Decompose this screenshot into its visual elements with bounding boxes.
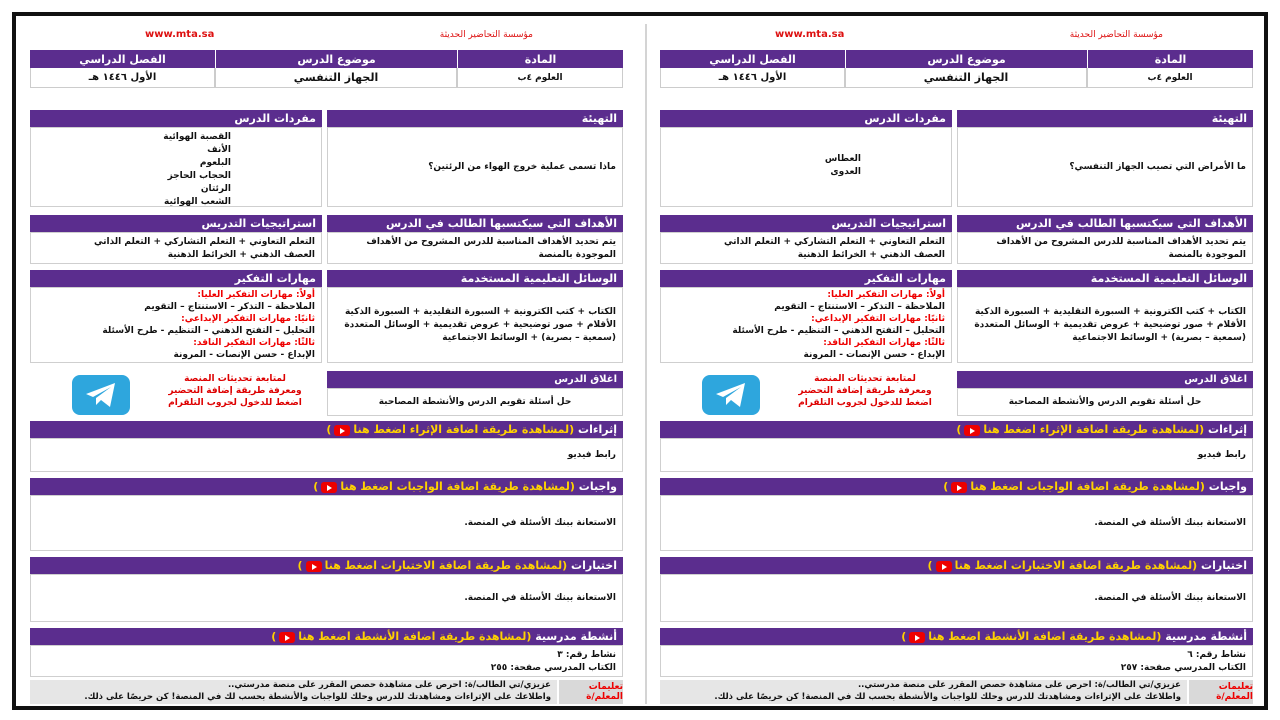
objectives-box bbox=[327, 232, 623, 264]
tools-box bbox=[957, 287, 1253, 363]
lesson-page-2 bbox=[30, 24, 623, 704]
tests-title-bar[interactable] bbox=[660, 557, 1253, 574]
promo-line-2: ومعرفة طريقة إضافة التحضير bbox=[168, 386, 302, 396]
activities-box bbox=[30, 645, 623, 677]
page-header bbox=[660, 24, 1253, 48]
instructions-box bbox=[30, 680, 557, 704]
vocab-title: مفردات الدرس bbox=[30, 110, 322, 127]
vocab-item: الحجاب الحاجز bbox=[167, 171, 231, 181]
vocab-box bbox=[660, 127, 952, 207]
enrich-title-bar[interactable] bbox=[660, 421, 1253, 438]
lesson-page-1 bbox=[660, 24, 1253, 704]
homework-title: واجبات bbox=[1208, 480, 1247, 493]
vocab-item: القصبة الهوائية bbox=[163, 132, 231, 142]
instructions-box bbox=[660, 680, 1187, 704]
enrich-hint-close: ) bbox=[326, 423, 332, 436]
youtube-icon[interactable] bbox=[321, 482, 337, 493]
instructions-line-1: عزيزي/تي الطالب/ة: احرص على مشاهدة حصص المقرر على منصة مدرستي.. bbox=[857, 680, 1181, 690]
vocab-box bbox=[30, 127, 322, 207]
activity-number: نشاط رقم: ٣ bbox=[557, 650, 616, 660]
thinking-title: مهارات التفكير bbox=[660, 270, 952, 287]
warmup-box bbox=[327, 127, 623, 207]
enrich-title-bar[interactable] bbox=[30, 421, 623, 438]
activity-book-page: الكتاب المدرسي صفحة: ٢٥٧ bbox=[1120, 663, 1246, 673]
tests-title: اختبارات bbox=[571, 559, 617, 572]
warmup-box bbox=[957, 127, 1253, 207]
activities-hint-close: ) bbox=[271, 630, 277, 643]
institution-name: مؤسسة التحاضير الحديثة bbox=[1069, 30, 1163, 40]
telegram-icon[interactable] bbox=[72, 375, 130, 415]
term-value: الأول ١٤٤٦ هـ bbox=[660, 68, 845, 88]
activities-hint[interactable]: (لمشاهدة طريقة اضافة الأنشطة اضغط هنا bbox=[298, 630, 532, 643]
strategies-title: استراتيجيات التدريس bbox=[660, 215, 952, 232]
objectives-title: الأهداف التي سيكتسبها الطالب في الدرس bbox=[327, 215, 623, 232]
thinking-text-3: الإبداع - حسن الإنصات - المرونة bbox=[173, 350, 315, 360]
youtube-icon[interactable] bbox=[334, 425, 350, 436]
homework-title-bar[interactable] bbox=[660, 478, 1253, 495]
thinking-heading-1: أولاً: مهارات التفكير العليا: bbox=[827, 290, 945, 300]
enrich-hint[interactable]: (لمشاهدة طريقة اضافة الإثراء اضغط هنا bbox=[353, 423, 575, 436]
instructions-line-1: عزيزي/تي الطالب/ة: احرص على مشاهدة حصص المقرر على منصة مدرستي.. bbox=[227, 680, 551, 690]
tests-hint-close: ) bbox=[297, 559, 303, 572]
vocab-item: الرئتان bbox=[200, 184, 231, 194]
warmup-title: التهيئة bbox=[957, 110, 1253, 127]
tools-text: الكتاب + كتب الكترونية + السبورة التقليدية + السبورة الذكية الأقلام + صور توضيحية + عروض تقديمية + الوسائل المتعددة (سمعية – بصرية) + الوسائط الاجتماعية bbox=[974, 306, 1246, 343]
lesson-info-table bbox=[30, 50, 623, 86]
activities-box bbox=[660, 645, 1253, 677]
tools-text: الكتاب + كتب الكترونية + السبورة التقليدية + السبورة الذكية الأقلام + صور توضيحية + عروض تقديمية + الوسائل المتعددة (سمعية – بصرية) + الوسائط الاجتماعية bbox=[344, 306, 616, 343]
thinking-text-2: التحليل – التفتح الذهني – التنظيم - طرح الأسئلة bbox=[102, 326, 315, 336]
homework-title: واجبات bbox=[578, 480, 617, 493]
activities-hint[interactable]: (لمشاهدة طريقة اضافة الأنشطة اضغط هنا bbox=[928, 630, 1162, 643]
objectives-text: يتم تحديد الأهداف المناسبة للدرس المشروح من الأهداف الموجودة بالمنصة bbox=[366, 237, 616, 260]
tools-title: الوسائل التعليمية المستخدمة bbox=[957, 270, 1253, 287]
closing-title: اغلاق الدرس bbox=[957, 371, 1253, 388]
telegram-promo[interactable] bbox=[150, 373, 320, 409]
telegram-icon[interactable] bbox=[702, 375, 760, 415]
term-value: الأول ١٤٤٦ هـ bbox=[30, 68, 215, 88]
tools-title: الوسائل التعليمية المستخدمة bbox=[327, 270, 623, 287]
activities-hint-close: ) bbox=[901, 630, 907, 643]
telegram-promo[interactable] bbox=[780, 373, 950, 409]
closing-box bbox=[957, 388, 1253, 416]
homework-title-bar[interactable] bbox=[30, 478, 623, 495]
thinking-box bbox=[30, 287, 322, 363]
homework-hint[interactable]: (لمشاهدة طريقة اضافة الواجبات اضغط هنا bbox=[970, 480, 1205, 493]
thinking-heading-3: ثالثًا: مهارات التفكير الناقد: bbox=[193, 338, 315, 348]
subject-header: المادة bbox=[1087, 50, 1253, 68]
strategies-line-2: العصف الذهني + الخرائط الذهنية bbox=[797, 250, 945, 260]
homework-text: الاستعانة ببنك الأسئلة في المنصة. bbox=[464, 517, 616, 528]
subject-header: المادة bbox=[457, 50, 623, 68]
strategies-title: استراتيجيات التدريس bbox=[30, 215, 322, 232]
activities-title-bar[interactable] bbox=[660, 628, 1253, 645]
tests-hint[interactable]: (لمشاهدة طريقة اضافة الاختبارات اضغط هنا bbox=[954, 559, 1198, 572]
instructions-label: تعليمات المعلم/ة bbox=[559, 680, 623, 704]
document-frame bbox=[12, 12, 1268, 710]
youtube-icon[interactable] bbox=[936, 561, 952, 572]
promo-line-3: اضغط للدخول لجروب التلقرام bbox=[168, 398, 302, 408]
term-header: الفصل الدراسي bbox=[30, 50, 215, 68]
strategies-line-1: التعلم التعاوني + التعلم التشاركي + التعلم الذاتي bbox=[94, 237, 315, 247]
promo-line-1: لمتابعة تحديثات المنصة bbox=[184, 374, 286, 384]
youtube-icon[interactable] bbox=[964, 425, 980, 436]
page-header bbox=[30, 24, 623, 48]
homework-box bbox=[30, 495, 623, 551]
promo-line-1: لمتابعة تحديثات المنصة bbox=[814, 374, 916, 384]
tests-text: الاستعانة ببنك الأسئلة في المنصة. bbox=[1094, 592, 1246, 603]
tests-text: الاستعانة ببنك الأسئلة في المنصة. bbox=[464, 592, 616, 603]
thinking-heading-2: ثانيًا: مهارات التفكير الإبداعي: bbox=[181, 314, 315, 324]
thinking-heading-2: ثانيًا: مهارات التفكير الإبداعي: bbox=[811, 314, 945, 324]
topic-header: موضوع الدرس bbox=[215, 50, 457, 68]
thinking-box bbox=[660, 287, 952, 363]
vocab-item: الشعب الهوائية bbox=[163, 197, 231, 207]
thinking-title: مهارات التفكير bbox=[30, 270, 322, 287]
tests-hint[interactable]: (لمشاهدة طريقة اضافة الاختبارات اضغط هنا bbox=[324, 559, 568, 572]
homework-hint-close: ) bbox=[313, 480, 319, 493]
topic-value: الجهاز التنفسي bbox=[845, 68, 1087, 88]
instructions-label: تعليمات المعلم/ة bbox=[1189, 680, 1253, 704]
topic-header: موضوع الدرس bbox=[845, 50, 1087, 68]
tests-hint-close: ) bbox=[927, 559, 933, 572]
youtube-icon[interactable] bbox=[306, 561, 322, 572]
tools-box bbox=[327, 287, 623, 363]
enrich-title: إثراءات bbox=[578, 423, 617, 436]
objectives-box bbox=[957, 232, 1253, 264]
objectives-text: يتم تحديد الأهداف المناسبة للدرس المشروح من الأهداف الموجودة بالمنصة bbox=[996, 237, 1246, 260]
tests-box bbox=[660, 574, 1253, 622]
thinking-heading-3: ثالثًا: مهارات التفكير الناقد: bbox=[823, 338, 945, 348]
objectives-title: الأهداف التي سيكتسبها الطالب في الدرس bbox=[957, 215, 1253, 232]
vocab-item: الأنف bbox=[207, 145, 231, 155]
activity-book-page: الكتاب المدرسي صفحة: ٢٥٥ bbox=[490, 663, 616, 673]
vocab-item: البلعوم bbox=[199, 158, 231, 168]
youtube-icon[interactable] bbox=[279, 632, 295, 643]
activity-number: نشاط رقم: ٦ bbox=[1187, 650, 1246, 660]
homework-box bbox=[660, 495, 1253, 551]
enrich-hint[interactable]: (لمشاهدة طريقة اضافة الإثراء اضغط هنا bbox=[983, 423, 1205, 436]
promo-line-2: ومعرفة طريقة إضافة التحضير bbox=[798, 386, 932, 396]
page-divider bbox=[645, 24, 647, 704]
subject-value: العلوم ٤ب bbox=[457, 68, 623, 88]
youtube-icon[interactable] bbox=[909, 632, 925, 643]
closing-text: حل أسئلة تقويم الدرس والأنشطة المصاحبة bbox=[378, 396, 572, 407]
site-url[interactable]: www.mta.sa bbox=[775, 29, 845, 40]
enrich-hint-close: ) bbox=[956, 423, 962, 436]
strategies-box bbox=[30, 232, 322, 264]
activities-title: أنشطة مدرسية bbox=[1165, 630, 1247, 643]
strategies-box bbox=[660, 232, 952, 264]
topic-value: الجهاز التنفسي bbox=[215, 68, 457, 88]
homework-text: الاستعانة ببنك الأسئلة في المنصة. bbox=[1094, 517, 1246, 528]
homework-hint-close: ) bbox=[943, 480, 949, 493]
enrich-box bbox=[660, 438, 1253, 472]
activities-title: أنشطة مدرسية bbox=[535, 630, 617, 643]
lesson-info-table bbox=[660, 50, 1253, 86]
warmup-text: ماذا تسمى عملية خروج الهواء من الرئتين؟ bbox=[428, 161, 616, 172]
subject-value: العلوم ٤ب bbox=[1087, 68, 1253, 88]
closing-text: حل أسئلة تقويم الدرس والأنشطة المصاحبة bbox=[1008, 396, 1202, 407]
tests-title-bar[interactable] bbox=[30, 557, 623, 574]
closing-title: اغلاق الدرس bbox=[327, 371, 623, 388]
tests-title: اختبارات bbox=[1201, 559, 1247, 572]
instructions-line-2: واطلاعك على الإثراءات ومشاهدتك للدرس وحلك للواجبات والأنشطة بحسب لك في المنصة! كن حريصًا على ذلك. bbox=[84, 691, 551, 702]
vocab-list bbox=[37, 131, 231, 207]
enrich-box bbox=[30, 438, 623, 472]
site-url[interactable]: www.mta.sa bbox=[145, 29, 215, 40]
thinking-text-3: الإبداع - حسن الإنصات - المرونة bbox=[803, 350, 945, 360]
institution-name: مؤسسة التحاضير الحديثة bbox=[439, 30, 533, 40]
closing-box bbox=[327, 388, 623, 416]
thinking-text-1: الملاحظة – التذكر – الاستنتاج – التقويم bbox=[774, 302, 945, 312]
strategies-line-1: التعلم التعاوني + التعلم التشاركي + التعلم الذاتي bbox=[724, 237, 945, 247]
thinking-heading-1: أولاً: مهارات التفكير العليا: bbox=[197, 290, 315, 300]
promo-line-3: اضغط للدخول لجروب التلقرام bbox=[798, 398, 932, 408]
thinking-text-2: التحليل – التفتح الذهني – التنظيم - طرح الأسئلة bbox=[732, 326, 945, 336]
warmup-text: ما الأمراض التي تصيب الجهاز التنفسي؟ bbox=[1069, 161, 1246, 172]
thinking-text-1: الملاحظة – التذكر – الاستنتاج – التقويم bbox=[144, 302, 315, 312]
vocab-list bbox=[667, 131, 861, 179]
activities-title-bar[interactable] bbox=[30, 628, 623, 645]
youtube-icon[interactable] bbox=[951, 482, 967, 493]
enrich-text[interactable]: رابط فيديو bbox=[1197, 449, 1246, 460]
warmup-title: التهيئة bbox=[327, 110, 623, 127]
enrich-title: إثراءات bbox=[1208, 423, 1247, 436]
vocab-item: العدوى bbox=[830, 167, 861, 177]
enrich-text[interactable]: رابط فيديو bbox=[567, 449, 616, 460]
vocab-title: مفردات الدرس bbox=[660, 110, 952, 127]
strategies-line-2: العصف الذهني + الخرائط الذهنية bbox=[167, 250, 315, 260]
instructions-line-2: واطلاعك على الإثراءات ومشاهدتك للدرس وحلك للواجبات والأنشطة بحسب لك في المنصة! كن حريصًا على ذلك. bbox=[714, 691, 1181, 702]
homework-hint[interactable]: (لمشاهدة طريقة اضافة الواجبات اضغط هنا bbox=[340, 480, 575, 493]
vocab-item: العطاس bbox=[824, 154, 861, 164]
tests-box bbox=[30, 574, 623, 622]
term-header: الفصل الدراسي bbox=[660, 50, 845, 68]
